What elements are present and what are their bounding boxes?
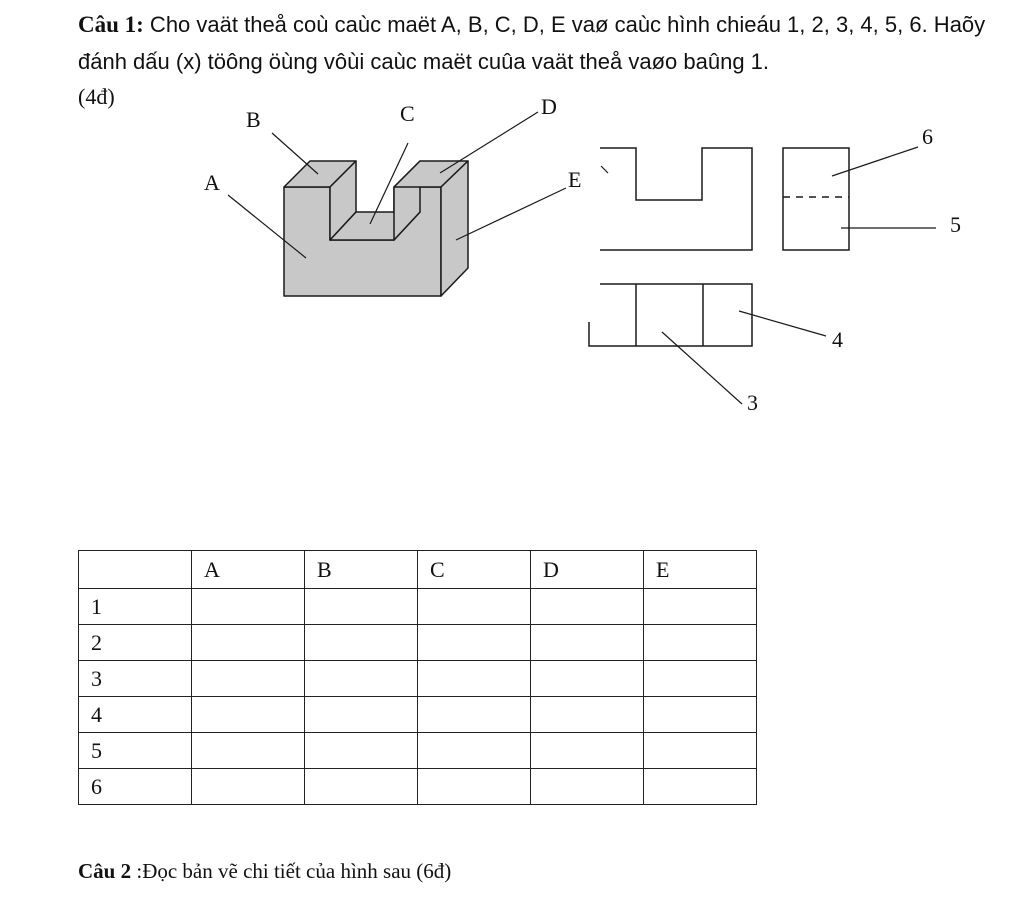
table-cell[interactable] xyxy=(418,733,531,769)
question-1-label: Câu 1: xyxy=(78,12,144,37)
view-label-4: 4 xyxy=(832,327,843,352)
table-header-d: D xyxy=(531,551,644,589)
table-cell[interactable] xyxy=(531,661,644,697)
face-label-d: D xyxy=(541,94,557,119)
table-cell[interactable] xyxy=(644,733,757,769)
view-label-6: 6 xyxy=(922,124,933,149)
table-cell[interactable] xyxy=(644,589,757,625)
question-1-points: (4đ) xyxy=(78,84,115,109)
projection-figure xyxy=(0,0,1024,420)
table-cell[interactable] xyxy=(305,661,418,697)
table-cell[interactable] xyxy=(531,589,644,625)
top-view xyxy=(589,284,826,404)
table-cell[interactable] xyxy=(192,733,305,769)
table-cell[interactable] xyxy=(644,661,757,697)
table-cell[interactable] xyxy=(531,697,644,733)
table-cell[interactable] xyxy=(531,769,644,805)
row-label-4: 4 xyxy=(79,697,192,733)
table-row xyxy=(79,733,757,769)
row-label-3: 3 xyxy=(79,661,192,697)
row-label-6: 6 xyxy=(79,769,192,805)
table-cell[interactable] xyxy=(418,697,531,733)
view-label-3: 3 xyxy=(747,390,758,415)
question-1-text: Cho vaät theå coù caùc maët A, B, C, D, E vaø caùc hình chieáu 1, 2, 3, 4, 5, 6. Haõy đánh dấu (x) töông öùng vôùi caùc maët cuûa vaät theå vaøo baûng 1. xyxy=(78,12,986,74)
table-cell[interactable] xyxy=(644,697,757,733)
table-cell[interactable] xyxy=(305,733,418,769)
table-header-c: C xyxy=(418,551,531,589)
table-row xyxy=(79,661,757,697)
isometric-object xyxy=(284,161,468,296)
table-cell[interactable] xyxy=(192,661,305,697)
view-label-5: 5 xyxy=(950,212,961,237)
table-cell[interactable] xyxy=(418,625,531,661)
table-header-b: B xyxy=(305,551,418,589)
table-cell[interactable] xyxy=(305,697,418,733)
table-cell[interactable] xyxy=(418,661,531,697)
table-cell[interactable] xyxy=(192,697,305,733)
table-cell[interactable] xyxy=(305,625,418,661)
question-2-text: :Đọc bản vẽ chi tiết của hình sau (6đ) xyxy=(131,859,452,883)
table-cell[interactable] xyxy=(192,625,305,661)
table-cell[interactable] xyxy=(192,589,305,625)
table-cell[interactable] xyxy=(305,769,418,805)
table-row xyxy=(79,697,757,733)
table-cell[interactable] xyxy=(531,733,644,769)
table-header-blank xyxy=(79,551,192,589)
row-label-1: 1 xyxy=(79,589,192,625)
row-label-2: 2 xyxy=(79,625,192,661)
table-cell[interactable] xyxy=(418,769,531,805)
table-header-a: A xyxy=(192,551,305,589)
table-cell[interactable] xyxy=(305,589,418,625)
table-cell[interactable] xyxy=(192,769,305,805)
side-view xyxy=(783,147,936,250)
table-cell[interactable] xyxy=(418,589,531,625)
table-header-e: E xyxy=(644,551,757,589)
question-2 xyxy=(78,859,451,884)
table-row xyxy=(79,589,757,625)
row-label-5: 5 xyxy=(79,733,192,769)
table-cell[interactable] xyxy=(531,625,644,661)
face-label-e: E xyxy=(568,167,582,192)
table-row xyxy=(79,625,757,661)
table-cell[interactable] xyxy=(644,769,757,805)
front-view xyxy=(600,148,752,250)
table-row xyxy=(79,769,757,805)
question-2-label: Câu 2 xyxy=(78,859,132,883)
face-label-c: C xyxy=(400,101,415,126)
answer-table xyxy=(78,550,757,805)
face-label-b: B xyxy=(246,107,261,132)
table-cell[interactable] xyxy=(644,625,757,661)
face-label-a: A xyxy=(204,170,220,195)
table-header-row xyxy=(79,551,757,589)
